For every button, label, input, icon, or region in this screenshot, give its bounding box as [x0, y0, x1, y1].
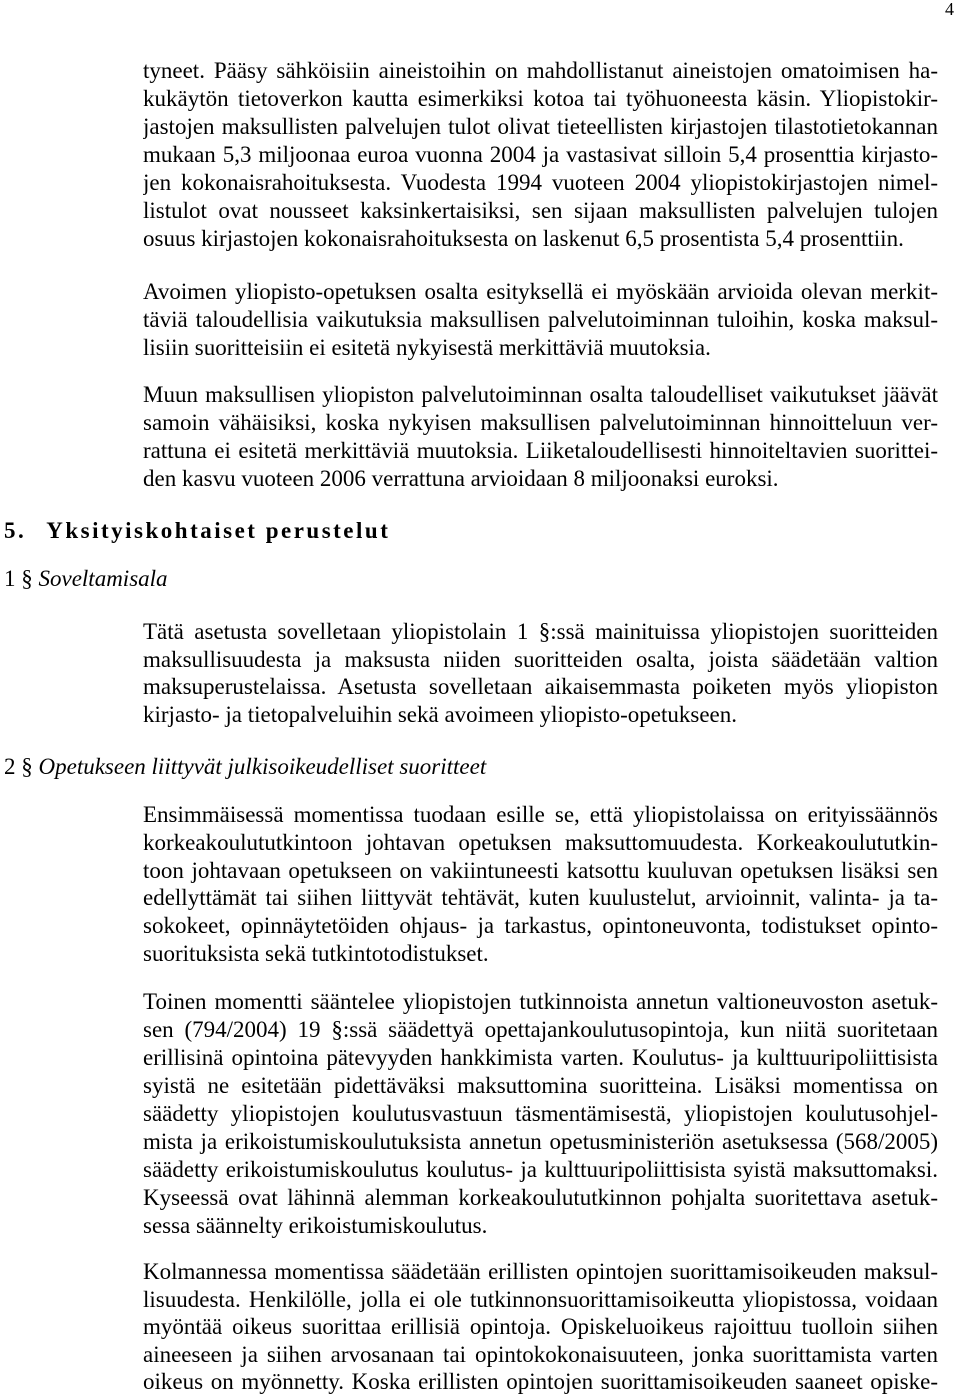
text-line: sokokeet, opinnäytetöiden ohjaus- ja tarkastus, opintoneuvonta, todistukset opinto-	[143, 913, 938, 939]
text-line: jastojen maksullisten palvelujen tulot olivat tieteellisten kirjastojen tilastotietokannan	[143, 114, 938, 139]
subsection-title: Opetukseen liittyvät julkisoikeudelliset suoritteet	[38, 754, 487, 779]
text-line: korkeakoulututkintoon johtavan opetuksen maksuttomuudesta. Korkeakoulututkin-	[143, 829, 938, 855]
text-line: osuus kirjastojen kokonaisrahoituksesta on laskenut 6,5 prosentista 5,4 prosenttiin.	[143, 226, 904, 251]
section-number: 5.	[4, 518, 27, 543]
text-line: Tätä asetusta sovelletaan yliopistolain 1 §:ssä mainituissa yliopistojen suoritteiden	[143, 619, 938, 644]
text-line: lisiin suoritteisiin ei esitetä nykyisestä merkittäviä muutoksia.	[143, 335, 711, 360]
text-line: sessa säännelty erikoistumiskoulutus.	[143, 1213, 488, 1238]
subsection-number: 1 §	[4, 566, 33, 591]
text-line: Toinen momentti sääntelee yliopistojen tutkinnoista annetun valtioneuvoston asetuk-	[143, 989, 938, 1014]
text-line: aineeseen ja siihen arvosanaan tai opintokokonaisuuteen, jonka suorittamista varten	[143, 1341, 938, 1367]
text-line: jen kokonaisrahoituksesta. Vuodesta 1994 vuoteen 2004 yliopistokirjastojen nimel-	[143, 170, 938, 195]
text-line: sen (794/2004) 19 §:ssä säädettyä opettajankoulutusopintoja, kun niitä suoritetaan	[143, 1017, 938, 1042]
text-line: kirjasto- ja tietopalveluihin sekä avoimeen yliopisto-opetukseen.	[143, 701, 738, 727]
text-line: toon johtavaan opetukseen on vakiintuneesti katsottu kuuluvan opetuksen lisäksi sen	[143, 857, 938, 883]
section-heading	[4, 517, 390, 545]
text-line: säädetty erikoistumiskoulutus koulutus- ja kulttuuripoliittisista syistä maksuttomaksi.	[143, 1157, 938, 1182]
text-line: maksuperustelaissa. Asetusta sovelletaan aikaisemmasta poiketen myös yliopiston	[143, 674, 938, 699]
text-line: den kasvu vuoteen 2006 verrattuna arvioidaan 8 miljoonaksi euroksi.	[143, 466, 779, 491]
paragraph	[143, 57, 938, 253]
subsection-number: 2 §	[4, 754, 33, 779]
text-line: edellyttämät tai siihen liittyvät tehtävät, kuten kuulustelut, arvioinnit, valinta- ja ta-	[143, 885, 938, 911]
text-line: erillisinä opintoina pätevyyden hankkimista varten. Koulutus- ja kulttuuripoliittisista	[143, 1045, 938, 1070]
paragraph	[143, 1258, 938, 1396]
subsection-heading	[4, 565, 168, 593]
text-line: suorituksista sekä tutkintotodistukset.	[143, 940, 489, 966]
text-line: syistä ne esitetään pidettäväksi maksuttomina suoritteina. Lisäksi momentissa on	[143, 1073, 938, 1098]
text-line: myöntää oikeus suorittaa erillisiä opintoja. Opiskeluoikeus rajoittuu tuolloin siihen	[143, 1314, 938, 1339]
section-title: Yksityiskohtaiset perustelut	[46, 518, 391, 543]
paragraph	[143, 988, 938, 1240]
text-line: Kolmannessa momentissa säädetään erillisten opintojen suorittamisoikeuden maksul-	[143, 1259, 938, 1284]
paragraph	[143, 618, 938, 728]
text-line: listulot ovat nousseet kaksinkertaisiksi, sen sijaan maksullisten palvelujen tulojen	[143, 198, 938, 223]
text-line: oikeus on myönnetty. Koska erillisten opintojen suorittamisoikeuden saaneet opiske-	[143, 1369, 938, 1394]
text-line: mista ja erikoistumiskoulutuksista annetun opetusministeriön asetuksessa (568/2005)	[143, 1129, 938, 1154]
paragraph	[143, 381, 938, 493]
text-line: täviä taloudellisia vaikutuksia maksullisen palvelutoiminnan tuloihin, koska maksul-	[143, 307, 938, 332]
text-line: lisuudesta. Henkilölle, jolla ei ole tutkinnonsuorittamisoikeutta yliopistossa, voidaan	[143, 1286, 938, 1312]
text-line: maksullisuudesta ja maksusta niiden suoritteiden osalta, joista säädetään valtion	[143, 646, 938, 672]
text-line: säädetty yliopistojen koulutusvastuun täsmentämisestä, yliopistojen koulutusohjel-	[143, 1101, 938, 1126]
text-line: Muun maksullisen yliopiston palvelutoiminnan osalta taloudelliset vaikutukset jäävät	[143, 382, 938, 407]
page-number: 4	[945, 0, 954, 19]
paragraph	[143, 801, 938, 968]
text-line: samoin vähäisiksi, koska nykyisen maksullisen palvelutoiminnan hinnoitteluun ver-	[143, 410, 938, 435]
subsection-heading	[4, 753, 486, 781]
text-line: kukäytön tietoverkon kautta esimerkiksi kotoa tai työhuoneesta käsin. Yliopistokir-	[143, 86, 938, 111]
paragraph	[143, 278, 938, 362]
subsection-title: Soveltamisala	[38, 566, 168, 591]
text-line: tyneet. Pääsy sähköisiin aineistoihin on mahdollistanut aineistojen omatoimisen ha-	[143, 58, 938, 83]
text-line: mukaan 5,3 miljoonaa euroa vuonna 2004 ja vastasivat silloin 5,4 prosenttia kirjasto-	[143, 142, 938, 167]
text-line: rattuna ei esitetä merkittäviä muutoksia. Liiketaloudellisesti hinnoiteltavien suorittei-	[143, 438, 938, 463]
text-line: Ensimmäisessä momentissa tuodaan esille se, että yliopistolaissa on erityissäännös	[143, 802, 938, 827]
text-line: Kyseessä ovat lähinnä alemman korkeakoulututkinnon pohjalta suoritettava asetuk-	[143, 1185, 938, 1210]
text-line: Avoimen yliopisto-opetuksen osalta esityksellä ei myöskään arvioida olevan merkit-	[143, 279, 938, 304]
